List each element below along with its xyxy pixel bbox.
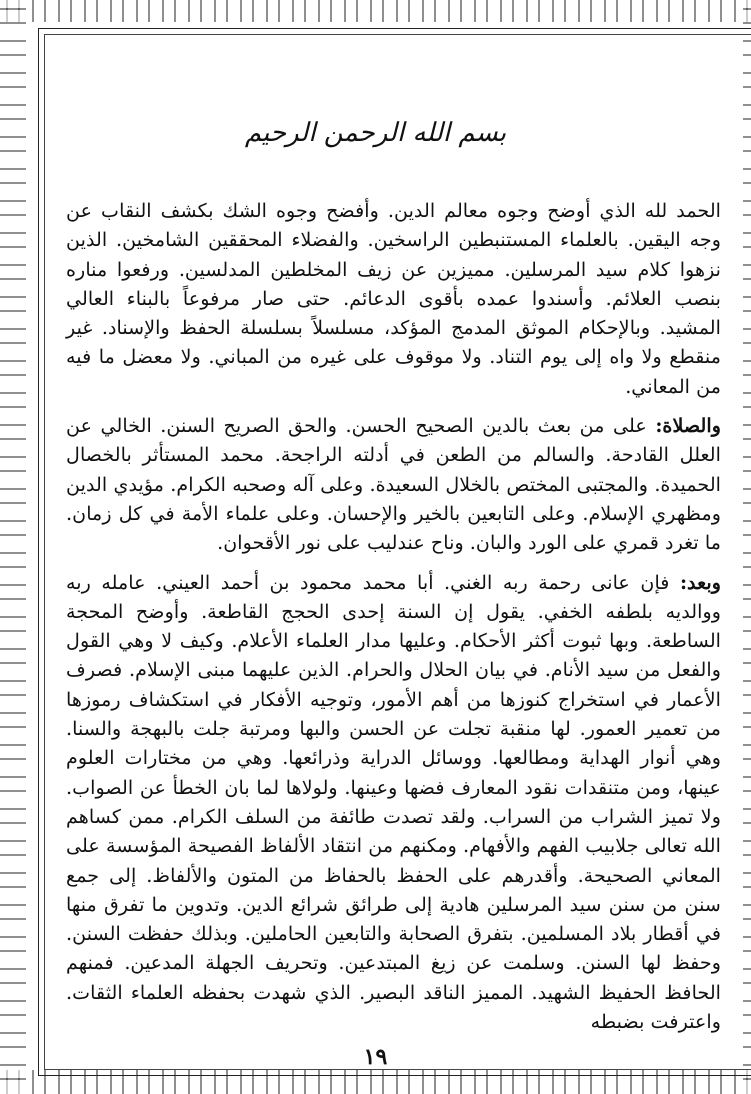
paragraph-lead: وبعد: bbox=[679, 570, 721, 594]
paragraph-text: الحمد لله الذي أوضح وجوه معالم الدين. وأفضح وجوه الشك بكشف النقاب عن وجه اليقين. بالعلماء المستنبطين الراسخين. والفضلاء المحققين الشامخين. الذين نزهوا كلام سيد المرسلين. مميزين عن زيف المخلطين المدلسين. ورفعوا مناره بنصب العلائم. وأسندوا عمده بأقوى الدعائم. حتى صار مرفوعاً بالبناء العالي المشيد. وبالإحكام الموثق المدمج المؤكد، مسلسلاً بسلسلة الحفظ والإسناد. غير منقطع ولا واه إلى يوم التناد. ولا موقوف على غيره من المباني. ولا معضل ما فيه من المعاني. bbox=[66, 199, 721, 398]
paragraph-salat bbox=[66, 411, 721, 557]
paragraph-text: فإن عانى رحمة ربه الغني. أبا محمد محمود بن أحمد العيني. عامله ربه ووالديه بلطفه الخفي. يقول إن السنة إحدى الحجج القاطعة. وأوضح المحجة الساطعة. وبها ثبوت أكثر الأحكام. وعليها مدار العلماء الأعلام. وكيف لا وهي القول والفعل من سيد الأنام. في بيان الحلال والحرام. الذين عليهما مبنى الإسلام. فصرف الأعمار في استخراج كنوزها من أهم الأمور، وتوجيه الأفكار في استكشاف رموزها من تعمير العمور. لها منقبة تجلت عن الحسن والبها ومرتبة جلت بالبهجة والسنا. وهي أنوار الهداية ومطالعها. ووسائل الدراية وذرائعها. وهي من مختارات العلوم عينها، ومن متنقدات نقود المعارف فضها وعينها. ولولاها لما بان الخطأ عن الصواب. ولا تميز الشراب من السراب. ولقد تصدت طائفة من السلف الكرام. ممن كساهم الله تعالى جلابيب الفهم والأفهام. ومكنهم من انتقاد الألفاظ الفصيحة المؤسسة على المعاني الصحيحة. وأقدرهم على الحفظ بالحفاظ من المتون والألفاظ. إلى جمع سنن من سنن سيد المرسلين هادية إلى طرائق شرائع الدين. وتدوين ما تفرق منها في أقطار بلاد المسلمين. بتفرق الصحابة والتابعين الحاملين. وبذلك حفظت السنن. وحفظ لها السنن. وسلمت عن زيغ المبتدعين. وتحريف الجهلة المدعين. فمنهم الحافظ الحفيظ الشهيد. المميز الناقد البصير. الذي شهدت بحفظه العلماء الثقات. واعترفت بضبطه bbox=[66, 570, 721, 1034]
page-number: ١٩ bbox=[363, 1044, 388, 1070]
basmala-heading: بسم الله الرحمن الرحيم bbox=[244, 118, 507, 148]
body-text bbox=[66, 196, 721, 1036]
paragraph-hamd bbox=[66, 196, 721, 401]
paragraph-baad bbox=[66, 568, 721, 1037]
paragraph-lead: والصلاة: bbox=[655, 414, 721, 438]
paragraph-text: على من بعث بالدين الصحيح الحسن. والحق الصريح السنن. الخالي عن العلل القادحة. والسالم من الطعن في أدلته الراجحة. محمد المستأثر بالخصال الحميدة. والمجتبى المختص بالخلال السعيدة. وعلى آله وصحبه الكرام. مؤيدي الدين ومظهري الإسلام. وعلى التابعين بالخير والإحسان. وعلى علماء الأمة في كل زمان. ما تغرد قمري على الورد والبان. وناح عندليب على نور الأقحوان. bbox=[66, 414, 721, 555]
decorative-border-top bbox=[0, 0, 751, 22]
decorative-border-left bbox=[0, 0, 26, 1094]
